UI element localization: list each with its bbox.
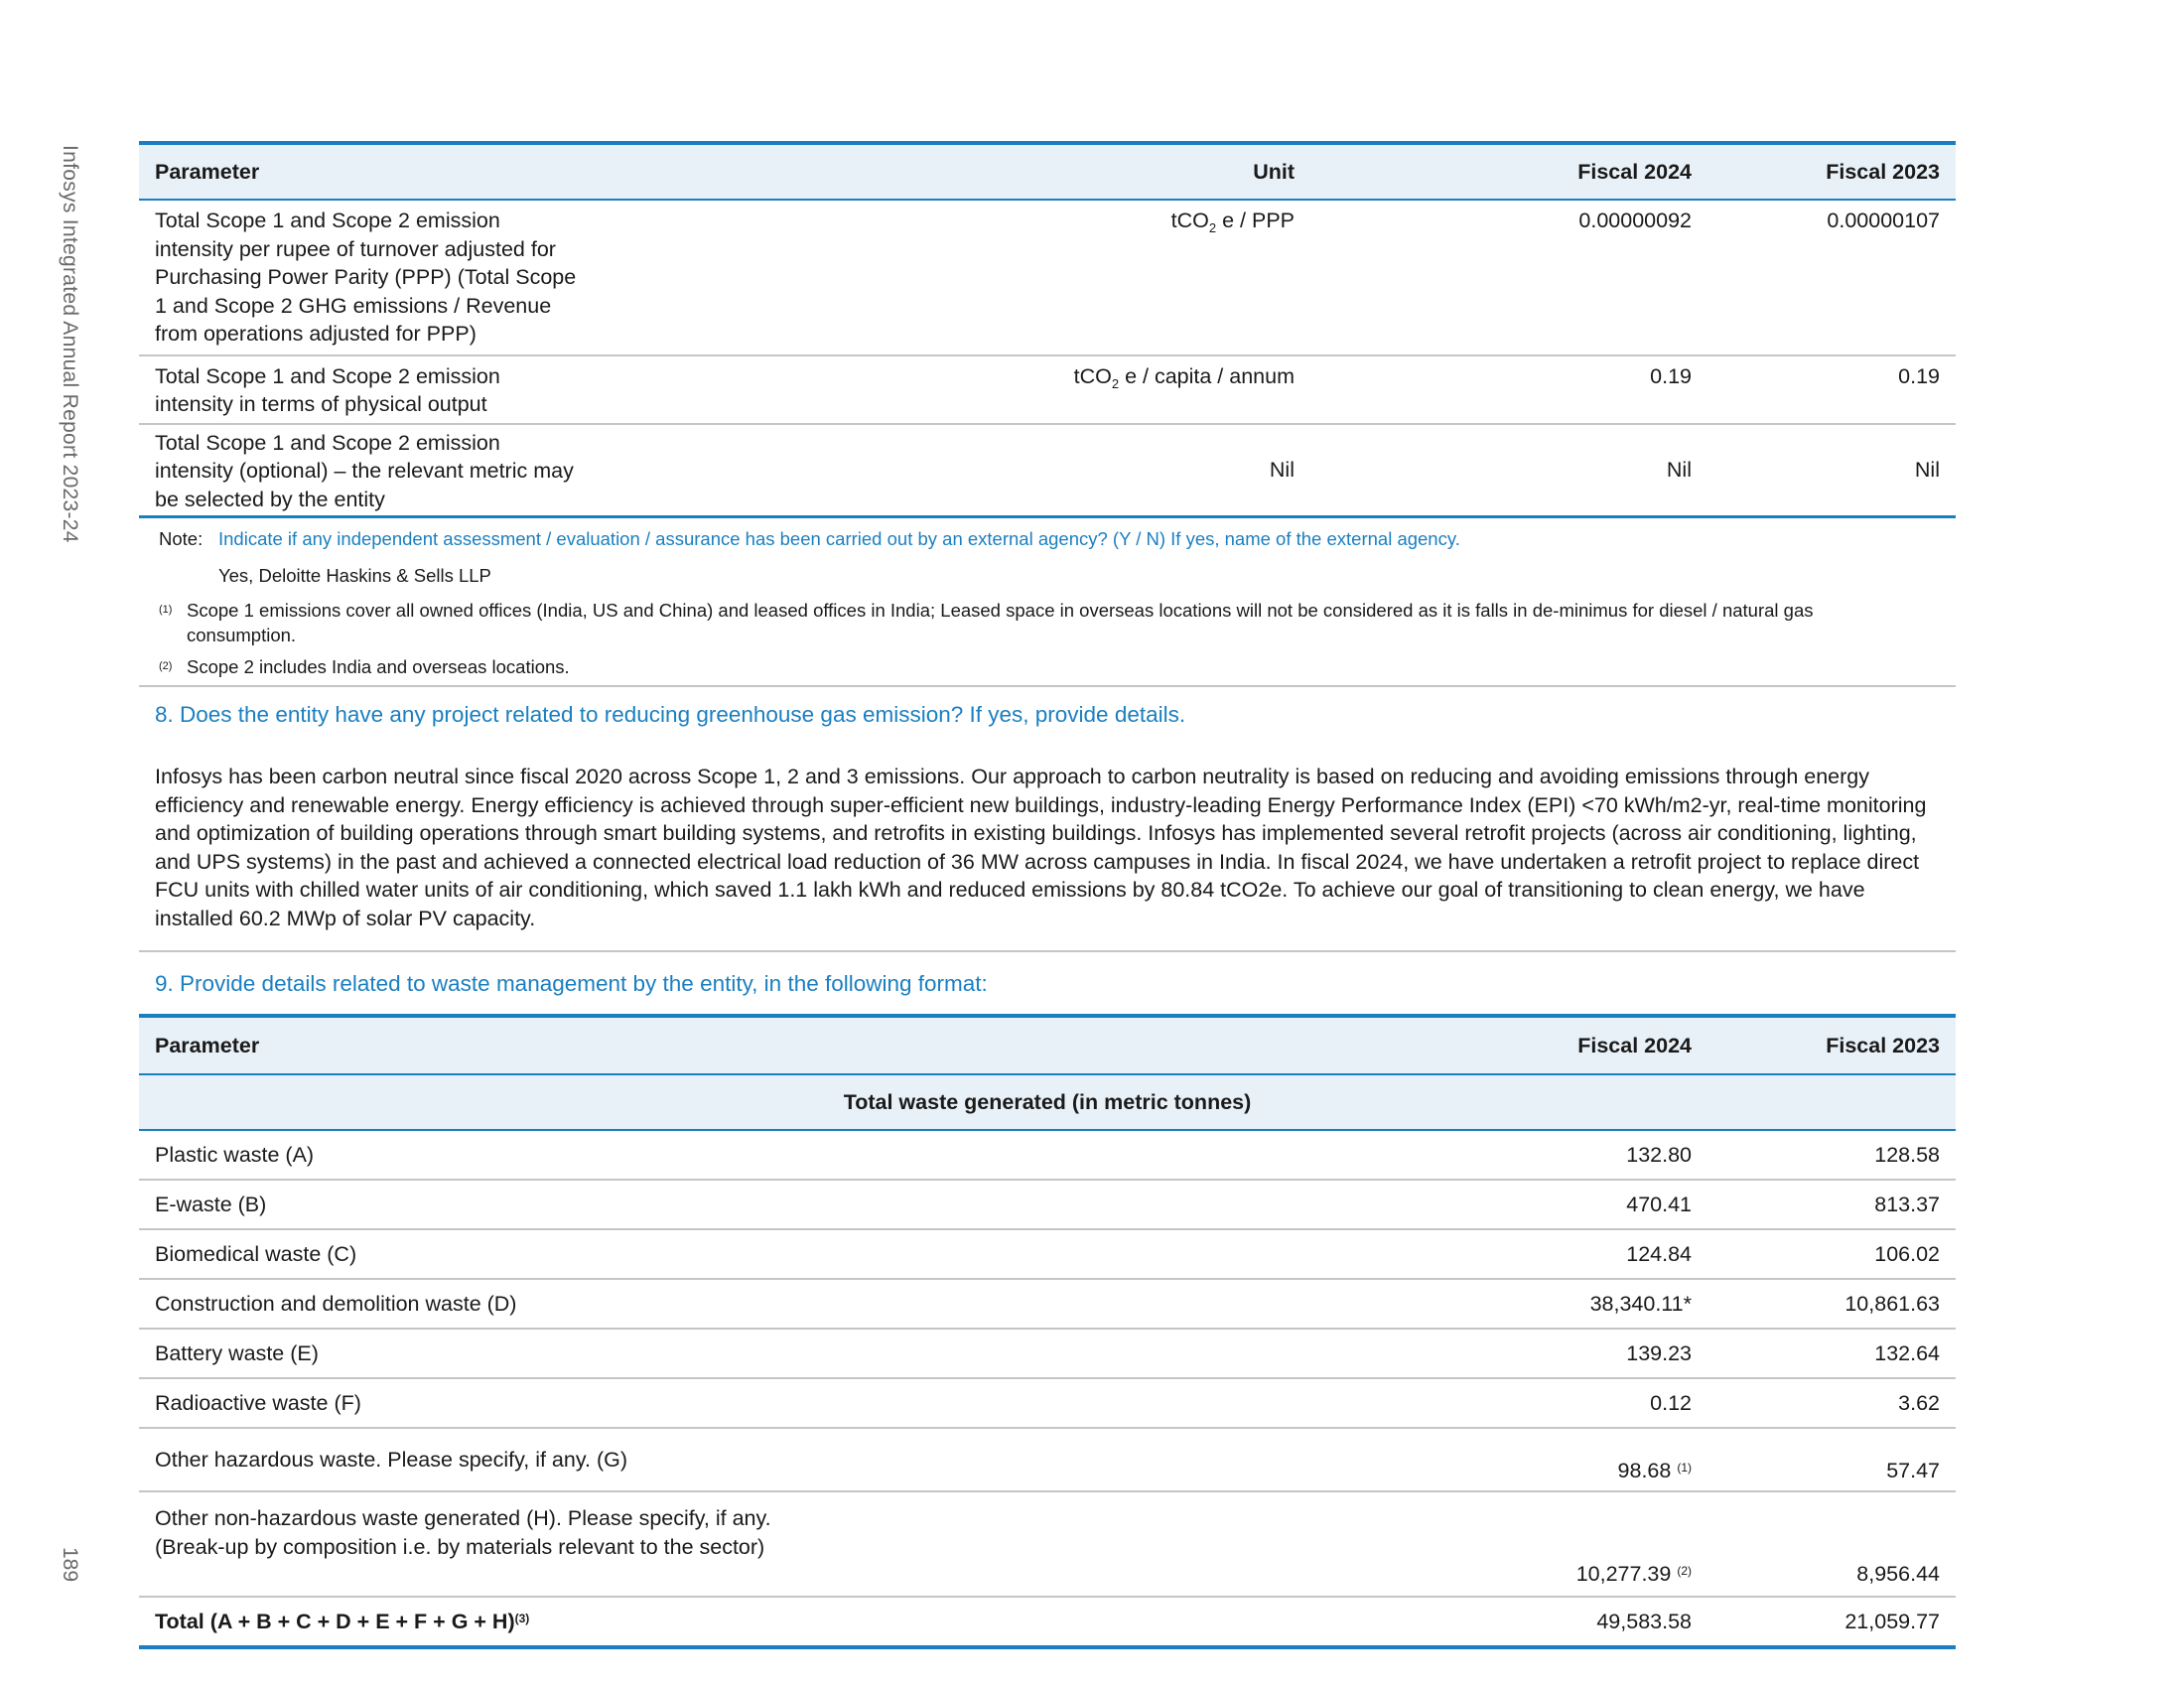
table-row bbox=[139, 1491, 1956, 1597]
parameter-cell: Plastic waste (A) bbox=[155, 1142, 315, 1167]
question-8-answer: Infosys has been carbon neutral since fiscal 2020 across Scope 1, 2 and 3 emissions. Our approach to carbon neutrality is based on reducing and avoiding emissions through energy efficiency and renewable energy. Energy efficiency is achieved through super-efficient new buildings, industry-leading Energy Performance Index (EPI) <70 kWh/m2-yr, real-time monitoring and optimization of building operations through smart building systems, and retrofits in existing buildings. Infosys has implemented several retrofit projects (across air conditioning, lighting, and UPS systems) in the past and achieved a connected electrical load reduction of 36 MW across campuses in India. In fiscal 2024, we have undertaken a retrofit project to replace direct FCU units with chilled water units of air conditioning, which saved 1.1 lakh kWh and reduced emissions by 80.84 tCO2e. To achieve our goal of transitioning to clean energy, we have installed 60.2 MWp of solar PV capacity. bbox=[155, 765, 1927, 930]
fiscal-2024-cell: 0.12 bbox=[1650, 1390, 1692, 1415]
fiscal-2024-cell: 132.80 bbox=[1626, 1142, 1692, 1167]
footnote bbox=[159, 598, 1956, 647]
parameter-cell: Total Scope 1 and Scope 2 emission intensity in terms of physical output bbox=[155, 363, 500, 416]
fiscal-2023-cell: 813.37 bbox=[1874, 1192, 1940, 1216]
fiscal-2023-cell: 0.00000107 bbox=[1827, 209, 1940, 232]
footnote-text: Scope 1 emissions cover all owned offices (India, US and China) and leased offices in India; Leased space in overseas locations will not be considered as it is falls in de-minimus for diesel / natural gas consumption. bbox=[187, 600, 1814, 645]
total-fiscal-2023: 21,059.77 bbox=[1844, 1609, 1940, 1633]
footnote bbox=[159, 654, 1956, 679]
fiscal-2023-cell: 106.02 bbox=[1874, 1241, 1940, 1266]
parameter-cell: Other hazardous waste. Please specify, if any. (G) bbox=[155, 1447, 627, 1472]
table-row bbox=[139, 1229, 1956, 1279]
question-8-heading: 8. Does the entity have any project related to reducing greenhouse gas emission? If yes, provide details. bbox=[155, 702, 1186, 727]
footnote-marker: (2) bbox=[159, 660, 173, 672]
col-header-parameter: Parameter bbox=[155, 1033, 260, 1057]
col-header-parameter: Parameter bbox=[155, 159, 260, 184]
parameter-cell: Biomedical waste (C) bbox=[155, 1241, 357, 1266]
table-row bbox=[139, 1329, 1956, 1378]
fiscal-2024-cell: 470.41 bbox=[1626, 1192, 1692, 1216]
table-header-row bbox=[139, 143, 1956, 200]
fiscal-2023-cell: 10,861.63 bbox=[1844, 1291, 1940, 1316]
fiscal-2024-cell: 139.23 bbox=[1626, 1340, 1692, 1365]
table-row bbox=[139, 1428, 1956, 1491]
fiscal-2023-cell: 128.58 bbox=[1874, 1142, 1940, 1167]
emissions-intensity-table bbox=[139, 141, 1956, 518]
table-row bbox=[139, 1279, 1956, 1329]
parameter-cell: Total Scope 1 and Scope 2 emission intensity (optional) – the relevant metric may be selected by the entity bbox=[155, 430, 574, 511]
total-fiscal-2024: 49,583.58 bbox=[1596, 1609, 1692, 1633]
page-content bbox=[139, 141, 1956, 1649]
fiscal-2024-cell: 98.68 $^{(1)}$ bbox=[1617, 1458, 1692, 1482]
category-row bbox=[139, 1074, 1956, 1130]
waste-management-table bbox=[139, 1014, 1956, 1649]
fiscal-2023-cell: 57.47 bbox=[1886, 1458, 1940, 1482]
fiscal-2024-cell: 38,340.11* bbox=[1589, 1291, 1692, 1316]
parameter-cell: Total Scope 1 and Scope 2 emission intensity per rupee of turnover adjusted for Purchasing Power Parity (PPP) (Total Scope 1 and Scope 2 GHG emissions / Revenue from operations adjusted for PPP) bbox=[155, 209, 577, 346]
unit-cell: Nil bbox=[1269, 458, 1295, 482]
fiscal-2024-cell: 124.84 bbox=[1626, 1241, 1692, 1266]
note-answer: Yes, Deloitte Haskins & Sells LLP bbox=[218, 565, 491, 586]
footnote-marker: (1) bbox=[159, 604, 173, 616]
col-header-unit: Unit bbox=[1253, 159, 1295, 184]
fiscal-2023-cell: 8,956.44 bbox=[1856, 1561, 1940, 1586]
question-9-heading: 9. Provide details related to waste management by the entity, in the following format: bbox=[155, 971, 988, 996]
table-header-row bbox=[139, 1016, 1956, 1074]
col-header-fiscal-2023: Fiscal 2023 bbox=[1826, 159, 1940, 184]
fiscal-2024-cell: Nil bbox=[1666, 458, 1692, 482]
fiscal-2024-cell: 10,277.39 $^{(2)}$ bbox=[1575, 1561, 1692, 1586]
fiscal-2023-cell: Nil bbox=[1914, 458, 1940, 482]
parameter-cell: E-waste (B) bbox=[155, 1192, 267, 1216]
table-row bbox=[139, 1378, 1956, 1428]
footnote-ref: (1) bbox=[1677, 1460, 1692, 1475]
fiscal-2024-cell: 0.19 bbox=[1650, 363, 1692, 388]
table-row bbox=[139, 1130, 1956, 1180]
report-side-title: Infosys Integrated Annual Report 2023-24 bbox=[59, 145, 81, 543]
fiscal-2023-cell: 3.62 bbox=[1898, 1390, 1940, 1415]
note-label: Note: bbox=[159, 528, 204, 549]
parameter-cell: Battery waste (E) bbox=[155, 1340, 319, 1365]
col-header-fiscal-2024: Fiscal 2024 bbox=[1577, 1033, 1692, 1057]
notes-block bbox=[139, 518, 1956, 679]
note-question: Indicate if any independent assessment / evaluation / assurance has been carried out by an external agency? (Y / N) If yes, name of the external agency. bbox=[218, 528, 1460, 549]
table-row bbox=[139, 355, 1956, 424]
fiscal-2023-cell: 132.64 bbox=[1874, 1340, 1940, 1365]
fiscal-2024-cell: 0.00000092 bbox=[1578, 209, 1692, 232]
parameter-cell: Construction and demolition waste (D) bbox=[155, 1291, 517, 1316]
note-question-row bbox=[159, 526, 1956, 551]
col-header-fiscal-2024: Fiscal 2024 bbox=[1577, 159, 1692, 184]
category-label: Total waste generated (in metric tonnes) bbox=[139, 1074, 1956, 1130]
col-header-fiscal-2023: Fiscal 2023 bbox=[1826, 1033, 1940, 1057]
parameter-cell: Radioactive waste (F) bbox=[155, 1390, 361, 1415]
fiscal-2023-cell: 0.19 bbox=[1898, 363, 1940, 388]
footnote-text: Scope 2 includes India and overseas locations. bbox=[187, 656, 570, 677]
footnote-ref: (2) bbox=[1677, 1563, 1692, 1578]
parameter-cell: Other non-hazardous waste generated (H). Please specify, if any. (Break-up by composition i.e. by materials relevant to the sector) bbox=[155, 1506, 771, 1559]
footnote-ref: (3) bbox=[514, 1611, 530, 1625]
table-row bbox=[139, 1180, 1956, 1229]
unit-cell: tCO$_2$ e / capita / annum bbox=[1073, 363, 1295, 391]
total-row bbox=[139, 1597, 1956, 1647]
unit-cell: tCO$_2$ e / PPP bbox=[1170, 209, 1295, 235]
total-label: Total $(A + B + C + D + E + F + G + H)^{(3)}$ bbox=[155, 1609, 530, 1633]
table-row bbox=[139, 424, 1956, 517]
table-row bbox=[139, 200, 1956, 355]
page-number: 189 bbox=[59, 1547, 81, 1583]
